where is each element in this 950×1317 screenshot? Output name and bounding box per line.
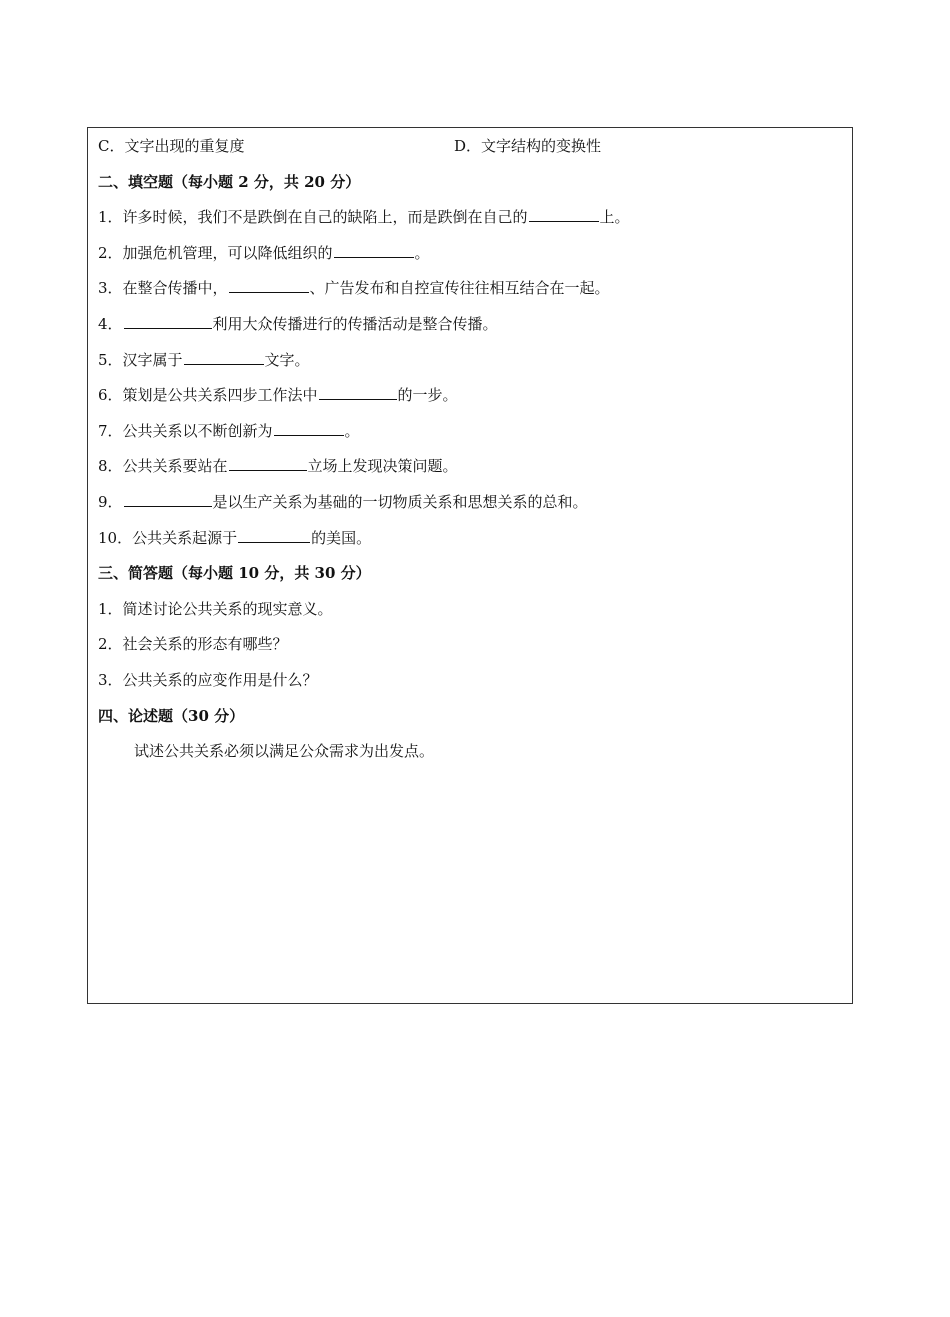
question-text: 、广告发布和自控宣传往往相互结合在一起。 [309, 279, 610, 298]
fill-blank-question-3 [98, 274, 852, 310]
answer-blank [229, 452, 307, 471]
question-text: 6．策划是公共关系四步工作法中 [98, 386, 318, 405]
question-text: 立场上发现决策问题。 [307, 457, 458, 476]
short-answer-question-3: 3．公共关系的应变作用是什么？ [98, 670, 318, 689]
question-text: 8．公共关系要站在 [98, 457, 228, 476]
question-text: 2．加强危机管理，可以降低组织的 [98, 243, 333, 262]
question-text: 。 [414, 243, 430, 262]
fill-blank-question-4 [98, 310, 852, 346]
fill-blank-question-10 [98, 524, 852, 560]
option-d: D．文字结构的变换性 [454, 137, 602, 155]
question-text: 10．公共关系起源于 [98, 528, 238, 547]
question-text: 4． [98, 314, 123, 333]
question-text: 是以生产关系为基础的一切物质关系和思想关系的总和。 [212, 492, 588, 511]
fill-blank-question-2 [98, 239, 852, 275]
question-text: 。 [344, 421, 360, 440]
answer-blank [238, 524, 310, 543]
exam-content-box [87, 127, 853, 1004]
fill-blank-question-6 [98, 381, 852, 417]
essay-question: 试述公共关系必须以满足公众需求为出发点。 [134, 742, 435, 761]
section-short-answer-title: 三、简答题（每小题 10 分，共 30 分） [98, 564, 371, 583]
short-answer-question-2: 2．社会关系的形态有哪些？ [98, 635, 288, 654]
answer-blank [334, 239, 414, 258]
fill-blank-question-1 [98, 203, 852, 239]
answer-blank [319, 381, 397, 400]
short-answer-question-1: 1．简述讨论公共关系的现实意义。 [98, 599, 333, 618]
question-text: 9． [98, 492, 123, 511]
answer-blank [274, 417, 344, 436]
question-text: 利用大众传播进行的传播活动是整合传播。 [212, 314, 498, 333]
question-text: 1．许多时候，我们不是跌倒在自己的缺陷上，而是跌倒在自己的 [98, 208, 528, 227]
answer-blank [124, 310, 212, 329]
section-fill-blank-title: 二、填空题（每小题 2 分，共 20 分） [98, 172, 361, 191]
question-text: 上。 [599, 208, 630, 227]
answer-blank [184, 346, 264, 365]
fill-blank-question-7 [98, 417, 852, 453]
section-essay-title: 四、论述题（30 分） [98, 706, 245, 725]
answer-blank [124, 488, 212, 507]
fill-blank-question-5 [98, 346, 852, 382]
answer-blank [529, 203, 599, 222]
question-text: 7．公共关系以不断创新为 [98, 421, 273, 440]
question-text: 5．汉字属于 [98, 350, 183, 369]
answer-blank [229, 274, 309, 293]
option-c: C．文字出现的重复度 [98, 137, 245, 155]
question-text: 的一步。 [397, 386, 458, 405]
choice-options-row [98, 132, 852, 168]
fill-blank-question-8 [98, 452, 852, 488]
fill-blank-question-9 [98, 488, 852, 524]
question-text: 的美国。 [311, 528, 372, 547]
question-text: 文字。 [264, 350, 310, 369]
question-text: 3．在整合传播中， [98, 279, 228, 298]
